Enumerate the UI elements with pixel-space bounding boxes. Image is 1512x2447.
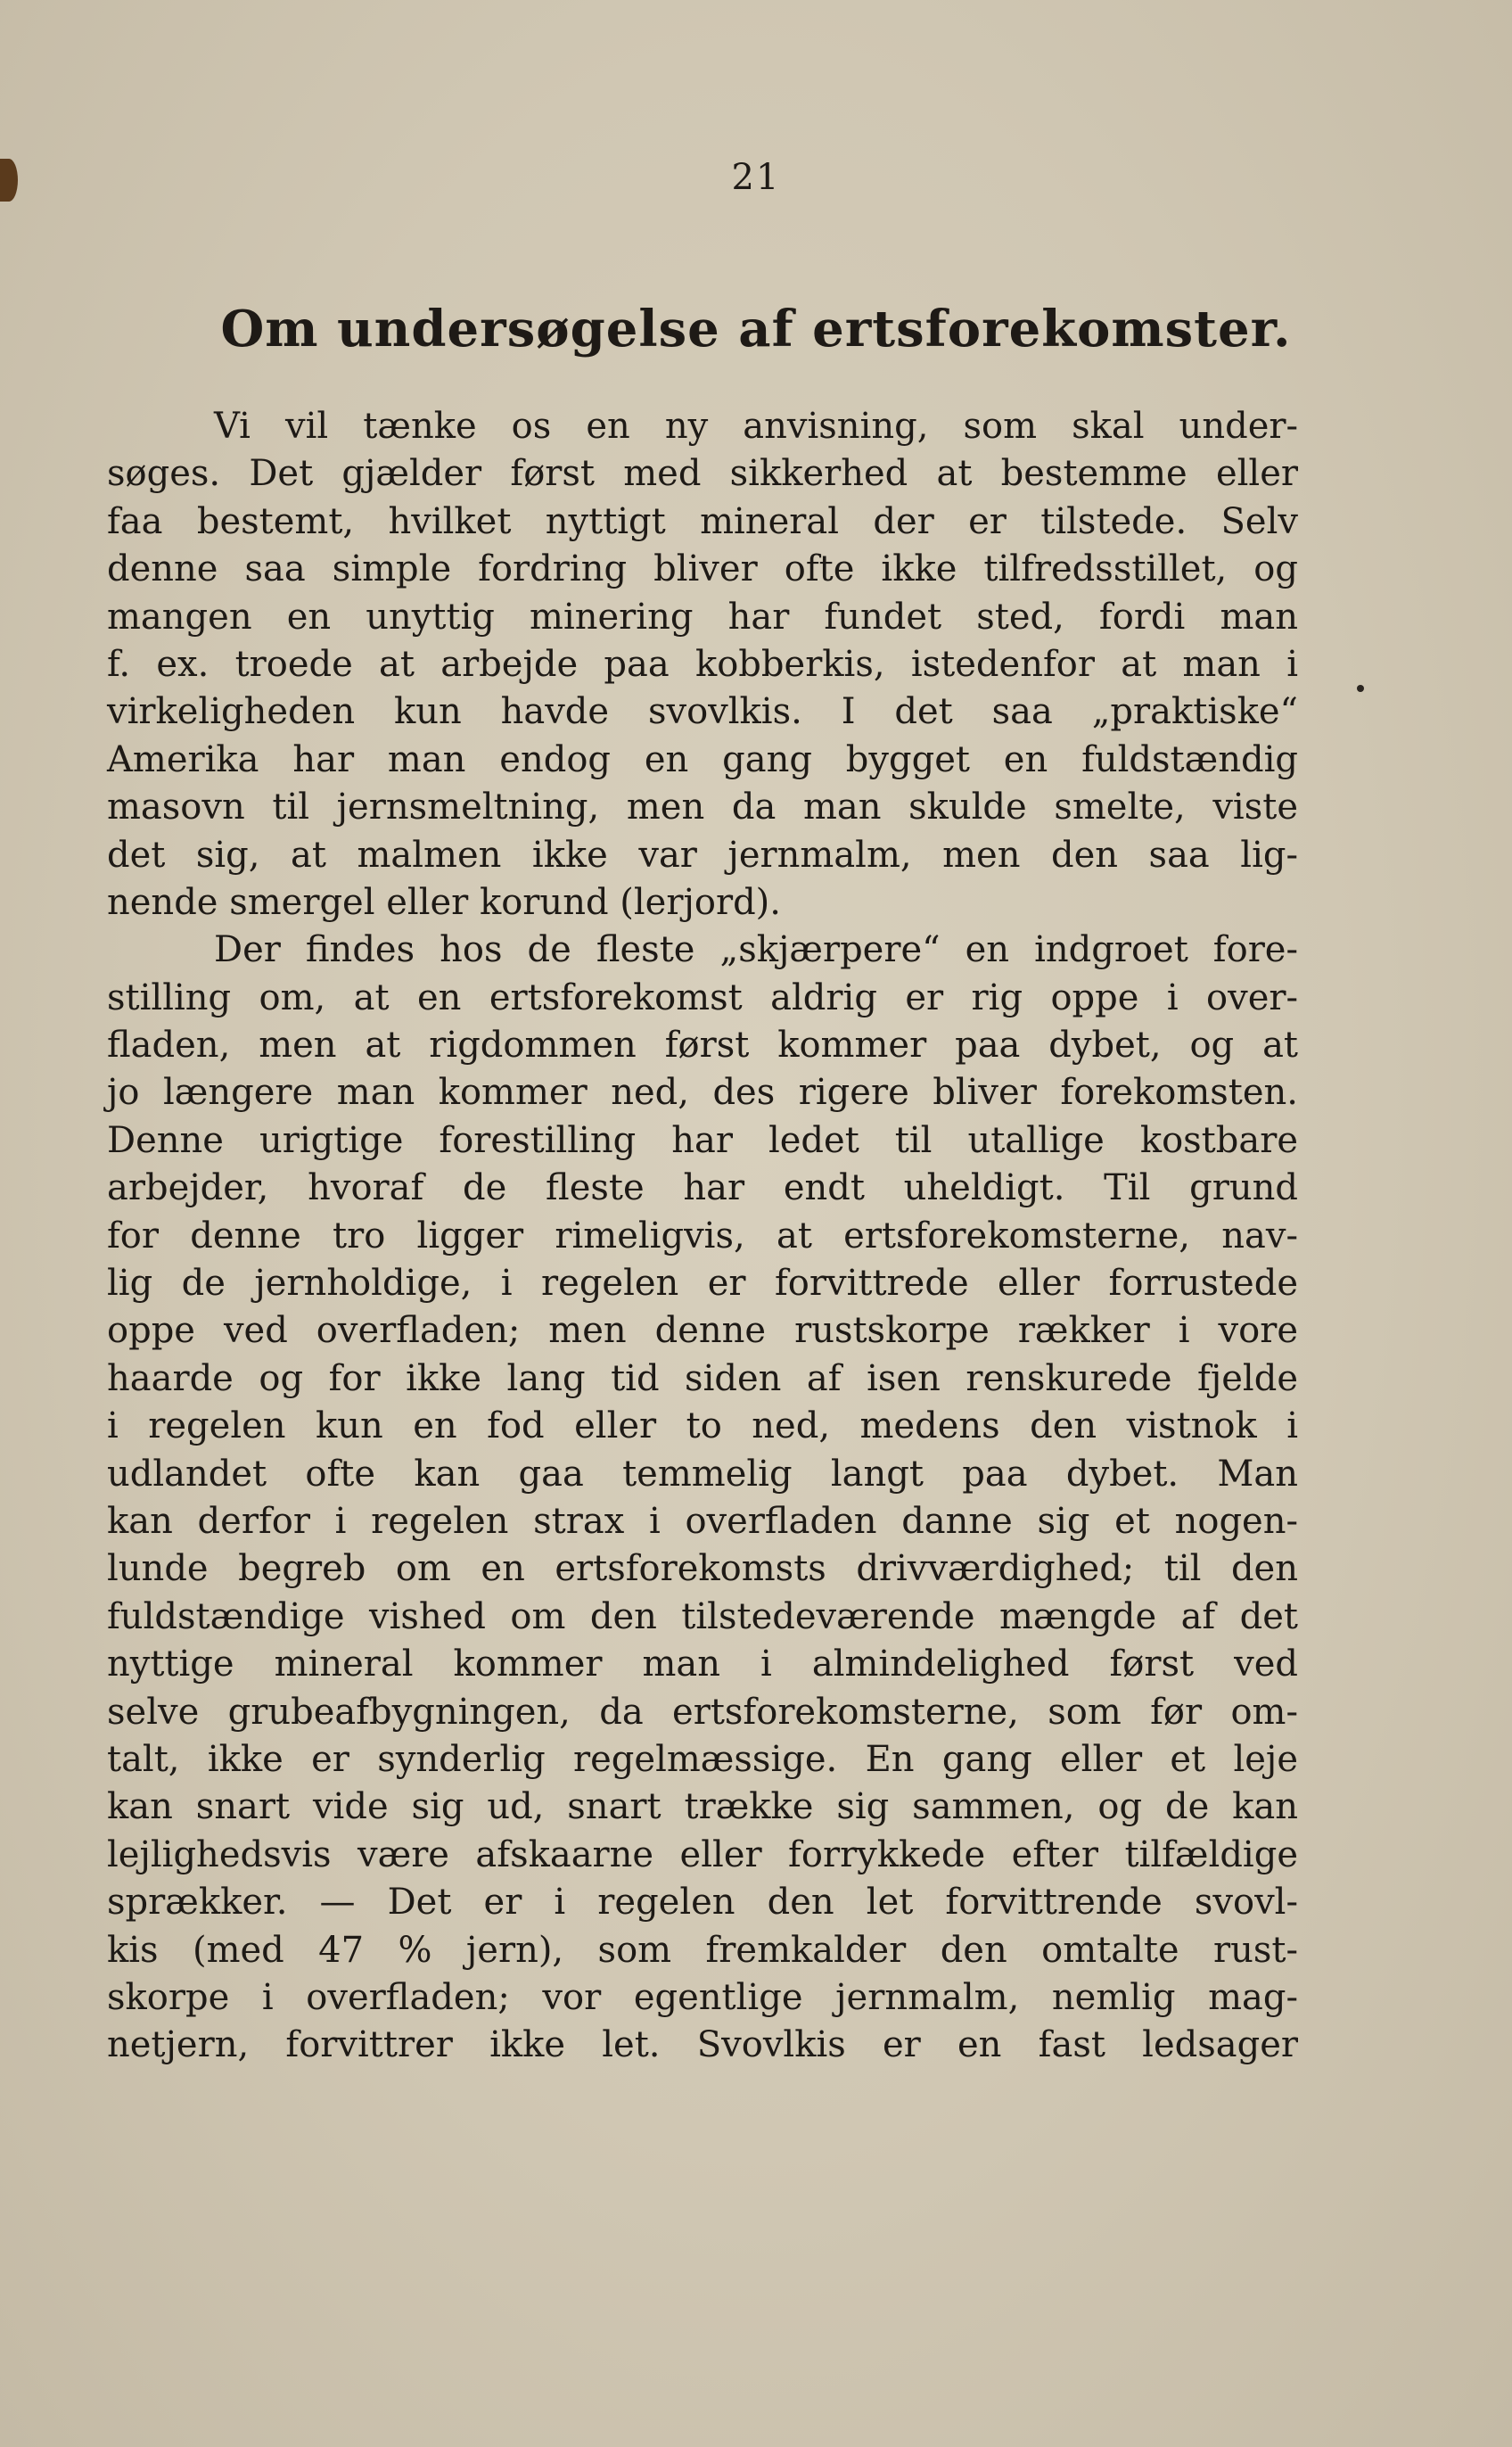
- text-line: skorpe i overfladen; vor egentlige jernmalm, nemlig mag-: [107, 1976, 1298, 2018]
- text-line: søges. Det gjælder først med sikkerhed at bestemme eller: [107, 453, 1298, 495]
- text-line: Der findes hos de fleste „skjærpere“ en indgroet fore-: [214, 929, 1298, 971]
- text-line: udlandet ofte kan gaa temmelig langt paa dybet. Man: [107, 1453, 1298, 1495]
- text-line: netjern, forvittrer ikke let. Svovlkis er en fast ledsager: [107, 2024, 1298, 2066]
- text-line: faa bestemt, hvilket nyttigt mineral der er tilstede. Selv: [107, 500, 1298, 542]
- text-line: for denne tro ligger rimeligvis, at ertsforekomsterne, nav-: [107, 1215, 1298, 1256]
- text-line: virkeligheden kun havde svovlkis. I det saa „praktiske“: [107, 691, 1298, 733]
- text-line: kan snart vide sig ud, snart trække sig sammen, og de kan: [107, 1786, 1298, 1828]
- text-line: oppe ved overfladen; men denne rustskorpe rækker i vore: [107, 1310, 1298, 1352]
- text-line: jo længere man kommer ned, des rigere bliver forekomsten.: [107, 1072, 1298, 1114]
- text-line: fladen, men at rigdommen først kommer paa dybet, og at: [107, 1025, 1298, 1067]
- text-line: sprækker. — Det er i regelen den let forvittrende svovl-: [107, 1882, 1298, 1924]
- text-line: Amerika har man endog en gang bygget en fuldstændig: [107, 738, 1298, 780]
- text-line: talt, ikke er synderlig regelmæssige. En gang eller et leje: [107, 1738, 1298, 1780]
- text-line: lunde begreb om en ertsforekomsts drivværdighed; til den: [107, 1548, 1298, 1590]
- text-line: Denne urigtige forestilling har ledet til utallige kostbare: [107, 1119, 1298, 1161]
- text-line: fuldstændige vished om den tilstedeværende mængde af det: [107, 1595, 1298, 1637]
- text-line: lejlighedsvis være afskaarne eller forrykkede efter tilfældige: [107, 1833, 1298, 1875]
- text-line: haarde og for ikke lang tid siden af isen renskurede fjelde: [107, 1357, 1298, 1399]
- text-line: masovn til jernsmeltning, men da man skulde smelte, viste: [107, 787, 1298, 828]
- page-number: 21: [731, 157, 781, 198]
- text-line: nyttige mineral kommer man i almindelighed først ved: [107, 1644, 1298, 1685]
- text-line: lig de jernholdige, i regelen er forvittrede eller forrustede: [107, 1263, 1298, 1305]
- text-line: arbejder, hvoraf de fleste har endt uheldigt. Til grund: [107, 1167, 1298, 1209]
- text-line: stilling om, at en ertsforekomst aldrig er rig oppe i over-: [107, 976, 1298, 1018]
- body-text: [107, 403, 1298, 2070]
- text-line: f. ex. troede at arbejde paa kobberkis, istedenfor at man i: [107, 643, 1298, 685]
- text-line: i regelen kun en fod eller to ned, medens den vistnok i: [107, 1405, 1298, 1447]
- text-line: nende smergel eller korund (lerjord).: [107, 881, 781, 923]
- text-line: kis (med 47 % jern), som fremkalder den omtalte rust-: [107, 1929, 1298, 1971]
- text-line: denne saa simple fordring bliver ofte ikke tilfredsstillet, og: [107, 548, 1298, 590]
- text-line: det sig, at malmen ikke var jernmalm, men den saa lig-: [107, 834, 1298, 876]
- text-line: kan derfor i regelen strax i overfladen danne sig et nogen-: [107, 1500, 1298, 1542]
- text-line: mangen en unyttig minering har fundet sted, fordi man: [107, 596, 1298, 638]
- margin-dot: [1357, 685, 1364, 692]
- text-line: Vi vil tænke os en ny anvisning, som skal under-: [214, 406, 1298, 447]
- chapter-title: Om undersøgelse af ertsforekomster.: [220, 300, 1292, 358]
- text-line: selve grubeafbygningen, da ertsforekomsterne, som før om-: [107, 1691, 1298, 1733]
